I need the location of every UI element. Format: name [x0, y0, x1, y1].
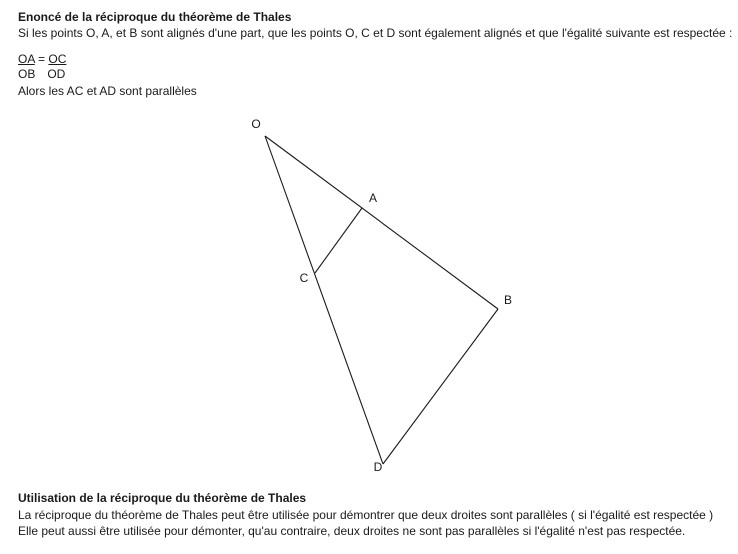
- theorem-hypothesis-text: Si les points O, A, et B sont alignés d'une part, que les points O, C et D sont également alignés et que l'égalité suivante est respectée :: [18, 26, 733, 40]
- numerator-oc: OC: [48, 52, 67, 66]
- point-label-d: D: [373, 460, 383, 474]
- segment-bd: [383, 309, 498, 464]
- diagram-segments: [265, 136, 498, 464]
- denominator-ob: OB: [18, 67, 36, 81]
- equals-sign: =: [34, 52, 49, 66]
- point-label-o: O: [251, 117, 261, 131]
- point-label-a: A: [368, 191, 378, 205]
- segment-od: [265, 136, 383, 464]
- denominator-od: OD: [47, 67, 66, 81]
- diagram-point-labels: [251, 117, 512, 474]
- theorem-conclusion-text: Alors les AC et AD sont parallèles: [18, 84, 197, 98]
- numerator-oa: OA: [18, 52, 35, 66]
- segment-ac: [315, 208, 362, 273]
- section-title-enonce: Enoncé de la réciproque du théorème de Thales: [18, 10, 292, 24]
- point-label-b: B: [503, 293, 513, 307]
- section-title-utilisation: Utilisation de la réciproque du théorème de Thales: [18, 491, 307, 505]
- usage-text-line-2: Elle peut aussi être utilisée pour démonter, qu'au contraire, deux droites ne sont pas parallèles si l'égalité n'est pas respectée.: [18, 524, 686, 538]
- usage-text-line-1: La réciproque du théorème de Thales peut être utilisée pour démontrer que deux droites sont parallèles ( si l'égalité est respectée ): [18, 508, 714, 522]
- point-label-c: C: [299, 271, 309, 285]
